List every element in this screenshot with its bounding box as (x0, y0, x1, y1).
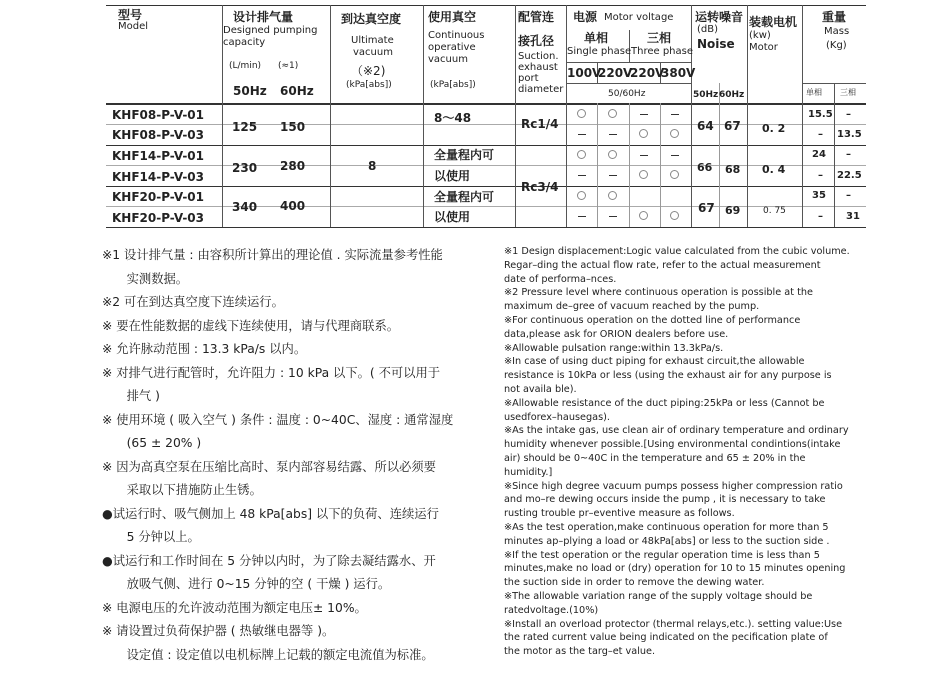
note-line-en: the motor as the targ–et value. (504, 646, 656, 658)
mass-three: – (846, 190, 851, 201)
header-noise-cn: 运转噪音 (695, 10, 744, 24)
row-model: KHF20-P-V-03 (112, 211, 205, 225)
note-line-en: ※As the intake gas, use clean air of ordinary temperature and ordinary (504, 425, 849, 437)
available-mark (639, 170, 648, 179)
header-motor-en: Motor (749, 42, 778, 53)
row-model: KHF14-P-V-01 (112, 149, 205, 163)
ultimate-vacuum-value: 8 (368, 159, 377, 173)
header-model-cn: 型号 (118, 8, 143, 22)
note-line-cn: ※ 要在性能数据的虚线下连续使用，请与代理商联系。 (102, 318, 400, 333)
motor-kw: 0. 75 (763, 206, 786, 216)
row-model: KHF20-P-V-01 (112, 190, 205, 204)
header-piping-en-4: diameter (518, 84, 564, 95)
header-freq-5060: 50/60Hz (608, 89, 646, 99)
capacity-60hz: 280 (280, 159, 306, 173)
note-line-cn: ※ 请设置过负荷保护器 ( 热敏继电器等 )。 (102, 624, 335, 638)
note-line-en: ※Allowable resistance of the duct piping:25kPa or less (Cannot be (504, 397, 825, 409)
note-line-cn: ※ 对排气进行配管时，允许阻力 : 10 kPa 以下。( 不可以用于 (102, 365, 441, 380)
header-continuous-cn: 使用真空 (428, 10, 477, 24)
mass-single: – (818, 170, 823, 181)
available-mark (639, 211, 648, 220)
unavailable-mark (578, 134, 586, 135)
unavailable-mark (671, 155, 679, 156)
note-line-en: ※2 Pressure level where continuous operation is possible at the (504, 287, 813, 299)
available-mark (670, 170, 679, 179)
note-line-cn: 实测数据。 (102, 271, 189, 286)
note-line-en: and mo–re dewing occurs inside the pump , it is necessary to take (504, 494, 826, 506)
note-line-en: ※Install an overload protector (thermal relays,etc.). setting value:Use (504, 618, 843, 630)
unavailable-mark (609, 134, 617, 135)
header-continuous-en-1: Continuous (428, 30, 485, 41)
header-piping-en-1: Suction. (518, 51, 559, 62)
mass-three: 13.5 (837, 129, 862, 140)
header-mass-en: Mass (824, 26, 850, 37)
available-mark (670, 129, 679, 138)
note-line-en: ※Allowable pulsation range:within 13.3kPa/s. (504, 342, 724, 354)
note-line-cn: ●试运行和工作时间在 5 分钟以内时，为了除去凝结露水、开 (102, 553, 436, 568)
notes-chinese (102, 244, 482, 667)
header-noise-unit: (dB) (697, 24, 719, 35)
header-100v: 100V (567, 66, 602, 80)
mass-three: 22.5 (837, 170, 862, 181)
note-line-cn: ※ 允许脉动范围 : 13.3 kPa/s 以内。 (102, 342, 307, 356)
note-line-en: date of performa–nces. (504, 273, 617, 285)
mass-three: – (846, 109, 851, 120)
mass-single: 15.5 (808, 109, 833, 120)
header-model-en: Model (118, 21, 149, 32)
continuous-vacuum-value: 以使用 (434, 169, 471, 183)
note-line-en: ratedvoltage.(10%) (504, 604, 599, 616)
note-line-en: data,please ask for ORION dealers before use. (504, 328, 729, 340)
notes-english (504, 245, 884, 659)
note-line-en: ※If the test operation or the regular operation time is less than 5 (504, 549, 820, 561)
header-piping-en-2: exhaust (518, 62, 558, 73)
header-60hz: 60Hz (280, 84, 314, 98)
header-capacity-cn: 设计排气量 (233, 10, 294, 24)
header-mass-single: 单相 (806, 88, 822, 97)
mass-three: 31 (846, 211, 860, 222)
header-380v: 380V (661, 66, 696, 80)
header-ultimate-cn: 到达真空度 (341, 12, 402, 26)
mass-three: – (846, 149, 851, 160)
header-continuous-en-2: operative (428, 42, 476, 53)
note-line-en: not availa ble). (504, 383, 577, 395)
unavailable-mark (609, 216, 617, 217)
header-ultimate-note: （※2) (351, 64, 386, 78)
mass-single: – (818, 211, 823, 222)
note-line-en: ※The allowable variation range of the supply voltage should be (504, 590, 813, 602)
row-model: KHF14-P-V-03 (112, 170, 205, 184)
note-line-en: ※For continuous operation on the dotted line of performance (504, 314, 801, 326)
note-line-cn: ●试运行时、吸气侧加上 48 kPa[abs] 以下的负荷、连续运行 (102, 506, 439, 521)
mass-single: 35 (812, 190, 826, 201)
header-ultimate-en-1: Ultimate (351, 35, 394, 46)
header-piping-cn-2: 接孔径 (518, 34, 555, 48)
noise-50hz: 64 (697, 119, 714, 133)
available-mark (608, 109, 617, 118)
available-mark (577, 109, 586, 118)
header-continuous-en-3: vacuum (428, 54, 468, 65)
available-mark (639, 129, 648, 138)
header-noise-50hz: 50Hz (693, 90, 719, 100)
note-line-en: minutes ap–plying a load or 48kPa[abs] or less to the suction side . (504, 535, 830, 547)
note-line-cn: ※1 设计排气量 : 由容积所计算出的理论值 . 实际流量参考性能 (102, 248, 443, 262)
header-mass-three: 三相 (840, 88, 856, 97)
row-model: KHF08-P-V-01 (112, 108, 205, 122)
header-noise-60hz: 60Hz (719, 90, 745, 100)
header-continuous-unit: (kPa[abs]) (430, 80, 476, 90)
header-motor-unit: (kw) (749, 30, 771, 41)
header-three-en: Three phase (631, 46, 693, 57)
capacity-60hz: 400 (280, 199, 306, 213)
note-line-cn: 排气 ) (102, 389, 160, 403)
note-line-en: humidity whenever possible.[Using environmental condintions(intake (504, 439, 841, 451)
header-noise-en: Noise (697, 37, 735, 51)
header-piping-cn-1: 配管连 (518, 10, 555, 24)
row-model: KHF08-P-V-03 (112, 128, 205, 142)
note-line-cn: 采取以下措施防止生锈。 (102, 483, 262, 497)
header-power-cn: 电源 (573, 10, 598, 24)
note-line-cn: 5 分钟以上。 (102, 530, 200, 544)
unavailable-mark (671, 114, 679, 115)
available-mark (608, 150, 617, 159)
note-line-en: ※1 Design displacement:Logic value calculated from the cubic volume. (504, 246, 850, 257)
note-line-en: the suction side in order to remove the dewing water. (504, 577, 765, 589)
note-line-en: ※In case of using duct piping for exhaust circuit,the allowable (504, 356, 805, 368)
header-ultimate-en-2: vacuum (353, 47, 393, 58)
spec-table (106, 5, 866, 227)
capacity-60hz: 150 (280, 120, 306, 134)
header-50hz: 50Hz (233, 84, 267, 98)
piping-diameter: Rc3/4 (521, 180, 559, 194)
note-line-en: maximum de–gree of vacuum reached by the pump. (504, 301, 760, 313)
continuous-vacuum-value: 全量程内可 (434, 148, 495, 162)
note-line-en: resistance is 10kPa or less (using the exhaust air for any purpose is (504, 370, 832, 382)
mass-single: – (818, 129, 823, 140)
noise-50hz: 66 (697, 161, 713, 174)
motor-kw: 0. 2 (762, 122, 786, 135)
noise-50hz: 67 (698, 201, 715, 215)
capacity-50hz: 340 (232, 200, 258, 214)
note-line-en: ※As the test operation,make continuous operation for more than 5 (504, 521, 829, 533)
available-mark (608, 191, 617, 200)
header-single-en: Single phase (567, 46, 632, 57)
motor-kw: 0. 4 (762, 163, 786, 176)
note-line-en: usedforex–hausegas). (504, 411, 610, 423)
note-line-cn: ※ 电源电压的允许波动范围为额定电压± 10%。 (102, 600, 367, 615)
note-line-cn: (65 ± 20% ) (102, 436, 202, 450)
noise-60hz: 68 (725, 163, 741, 176)
note-line-en: rusting trouble pr–eventive measure as follows. (504, 508, 735, 520)
unavailable-mark (609, 175, 617, 176)
continuous-vacuum-value: 以使用 (434, 210, 471, 224)
unavailable-mark (578, 216, 586, 217)
capacity-50hz: 230 (232, 161, 258, 175)
note-line-cn: 设定值 : 设定值以电机标牌上记载的额定电流值为标准。 (102, 647, 434, 662)
unavailable-mark (578, 175, 586, 176)
noise-60hz: 67 (724, 119, 741, 133)
note-line-cn: ※ 使用环境 ( 吸入空气 ) 条件 : 温度 : 0~40C、湿度 : 通常湿度 (102, 412, 454, 427)
note-line-cn: ※2 可在到达真空度下连续运行。 (102, 295, 284, 309)
note-line-cn: 放吸气侧、进行 0~15 分钟的空 ( 干燥 ) 运行。 (102, 577, 391, 591)
note-line-en: the rated current value being indicated on the pecification plate of (504, 632, 828, 644)
header-three-cn: 三相 (647, 31, 672, 45)
note-line-cn: ※ 因为高真空泵在压缩比高时、泵内部容易结露、所以必须要 (102, 459, 436, 474)
note-line-en: humidity.] (504, 466, 553, 478)
unavailable-mark (640, 114, 648, 115)
header-mass-cn: 重量 (822, 10, 847, 24)
header-mass-unit: (Kg) (826, 40, 847, 51)
available-mark (577, 150, 586, 159)
header-capacity-en-2: capacity (223, 37, 266, 48)
note-line-en: Regar–ding the actual flow rate, refer to the actual measurement (504, 259, 821, 271)
mass-single: 24 (812, 149, 826, 160)
header-single-cn: 单相 (584, 31, 609, 45)
note-line-en: air) should be 0~40C in the temperature and 65 ± 20% in the (504, 452, 806, 464)
available-mark (577, 191, 586, 200)
header-220v-three: 220V (630, 66, 665, 80)
header-capacity-unit-1: (L/min) (229, 61, 262, 71)
piping-diameter: Rc1/4 (521, 117, 559, 131)
available-mark (670, 211, 679, 220)
continuous-vacuum-value: 8～48 (434, 111, 472, 125)
note-line-en: minutes,make no load or (dry) operation for 10 to 15 minutes opening (504, 563, 846, 575)
capacity-50hz: 125 (232, 120, 258, 134)
continuous-vacuum-value: 全量程内可 (434, 190, 495, 204)
header-power-en: Motor voltage (604, 12, 674, 23)
header-piping-en-3: port (518, 73, 539, 84)
note-line-en: ※Since high degree vacuum pumps possess higher compression ratio (504, 480, 843, 492)
noise-60hz: 69 (725, 204, 741, 217)
header-220v-single: 220V (598, 66, 633, 80)
header-capacity-unit-2: (≈1) (278, 61, 299, 71)
header-capacity-en-1: Designed pumping (223, 25, 318, 36)
unavailable-mark (640, 155, 648, 156)
header-ultimate-unit: (kPa[abs]) (346, 80, 392, 90)
header-motor-cn: 装载电机 (749, 15, 798, 29)
